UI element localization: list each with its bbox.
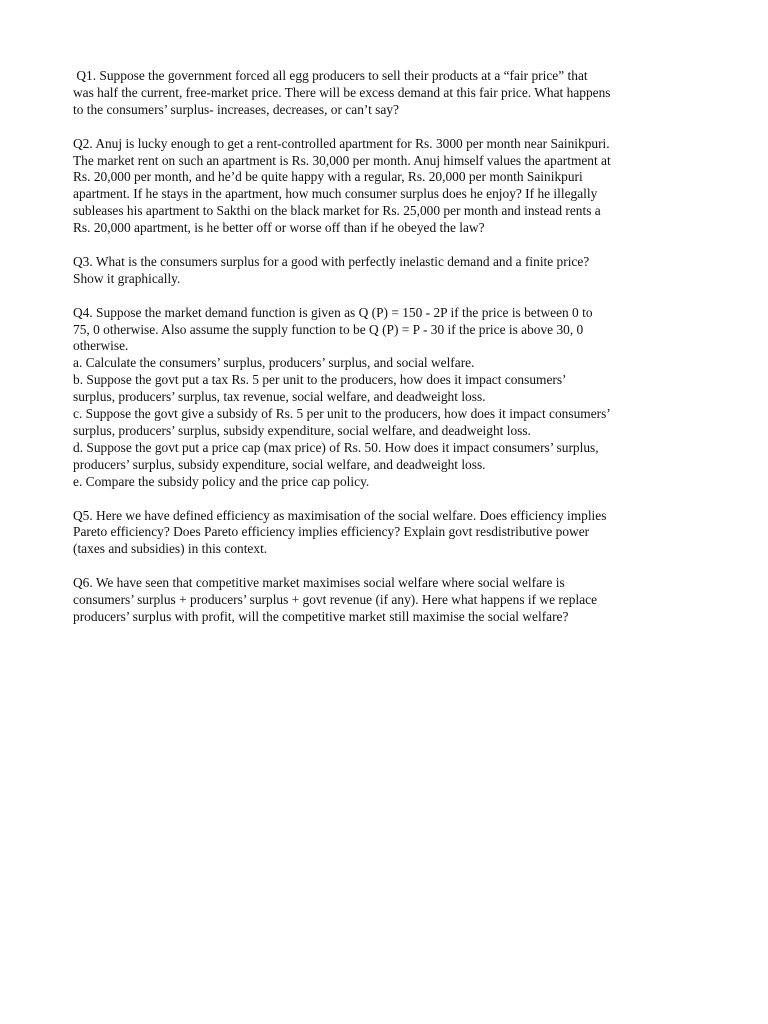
question-line: b. Suppose the govt put a tax Rs. 5 per unit to the producers, how does it impact consumers’ bbox=[73, 372, 567, 388]
question-line: Rs. 20,000 per month, and he’d be quite happy with a regular, Rs. 20,000 per month Sainikpuri bbox=[73, 169, 583, 185]
question-3 bbox=[73, 254, 703, 288]
question-line: subleases his apartment to Sakthi on the black market for Rs. 25,000 per month and instead rents a bbox=[73, 203, 601, 219]
question-line: d. Suppose the govt put a price cap (max price) of Rs. 50. How does it impact consumers’ surplus, bbox=[73, 439, 599, 455]
question-line: Show it graphically. bbox=[73, 270, 181, 286]
question-5 bbox=[73, 508, 703, 559]
question-line: c. Suppose the govt give a subsidy of Rs. 5 per unit to the producers, how does it impact consumers’ bbox=[73, 406, 611, 422]
document-page bbox=[73, 68, 703, 643]
question-line: Q2. Anuj is lucky enough to get a rent-controlled apartment for Rs. 3000 per month near Sainikpuri. bbox=[73, 135, 610, 151]
question-2 bbox=[73, 136, 703, 237]
question-1 bbox=[73, 68, 703, 119]
question-line: Q6. We have seen that competitive market maximises social welfare where social welfare is bbox=[73, 575, 565, 591]
question-line: Q3. What is the consumers surplus for a good with perfectly inelastic demand and a finite price? bbox=[73, 253, 590, 269]
question-line: to the consumers’ surplus- increases, decreases, or can’t say? bbox=[73, 101, 399, 117]
question-line: (taxes and subsidies) in this context. bbox=[73, 541, 268, 557]
question-line: The market rent on such an apartment is Rs. 30,000 per month. Anuj himself values the apartment at bbox=[73, 152, 611, 168]
question-line: Pareto efficiency? Does Pareto efficiency implies efficiency? Explain govt resdistributive power bbox=[73, 524, 590, 540]
question-line: surplus, producers’ surplus, tax revenue, social welfare, and deadweight loss. bbox=[73, 389, 486, 405]
question-line: surplus, producers’ surplus, subsidy expenditure, social welfare, and deadweight loss. bbox=[73, 422, 531, 438]
question-line: producers’ surplus with profit, will the competitive market still maximise the social welfare? bbox=[73, 608, 569, 624]
question-line: otherwise. bbox=[73, 338, 129, 354]
question-line: apartment. If he stays in the apartment, how much consumer surplus does he enjoy? If he illegally bbox=[73, 186, 598, 202]
question-6 bbox=[73, 575, 703, 626]
question-line: Q1. Suppose the government forced all egg producers to sell their products at a “fair price” that bbox=[73, 68, 588, 83]
question-4 bbox=[73, 305, 703, 491]
question-line: consumers’ surplus + producers’ surplus + govt revenue (if any). Here what happens if we replace bbox=[73, 592, 598, 608]
question-line: a. Calculate the consumers’ surplus, producers’ surplus, and social welfare. bbox=[73, 355, 475, 371]
question-line: producers’ surplus, subsidy expenditure, social welfare, and deadweight loss. bbox=[73, 456, 486, 472]
question-line: 75, 0 otherwise. Also assume the supply function to be Q (P) = P - 30 if the price is above 30, 0 bbox=[73, 321, 584, 337]
question-line: e. Compare the subsidy policy and the price cap policy. bbox=[73, 473, 370, 489]
question-line: Rs. 20,000 apartment, is he better off or worse off than if he obeyed the law? bbox=[73, 220, 485, 236]
question-line: was half the current, free-market price. There will be excess demand at this fair price. What happens bbox=[73, 84, 611, 100]
question-line: Q5. Here we have defined efficiency as maximisation of the social welfare. Does efficiency implies bbox=[73, 507, 607, 523]
question-line: Q4. Suppose the market demand function is given as Q (P) = 150 - 2P if the price is between 0 to bbox=[73, 304, 593, 320]
